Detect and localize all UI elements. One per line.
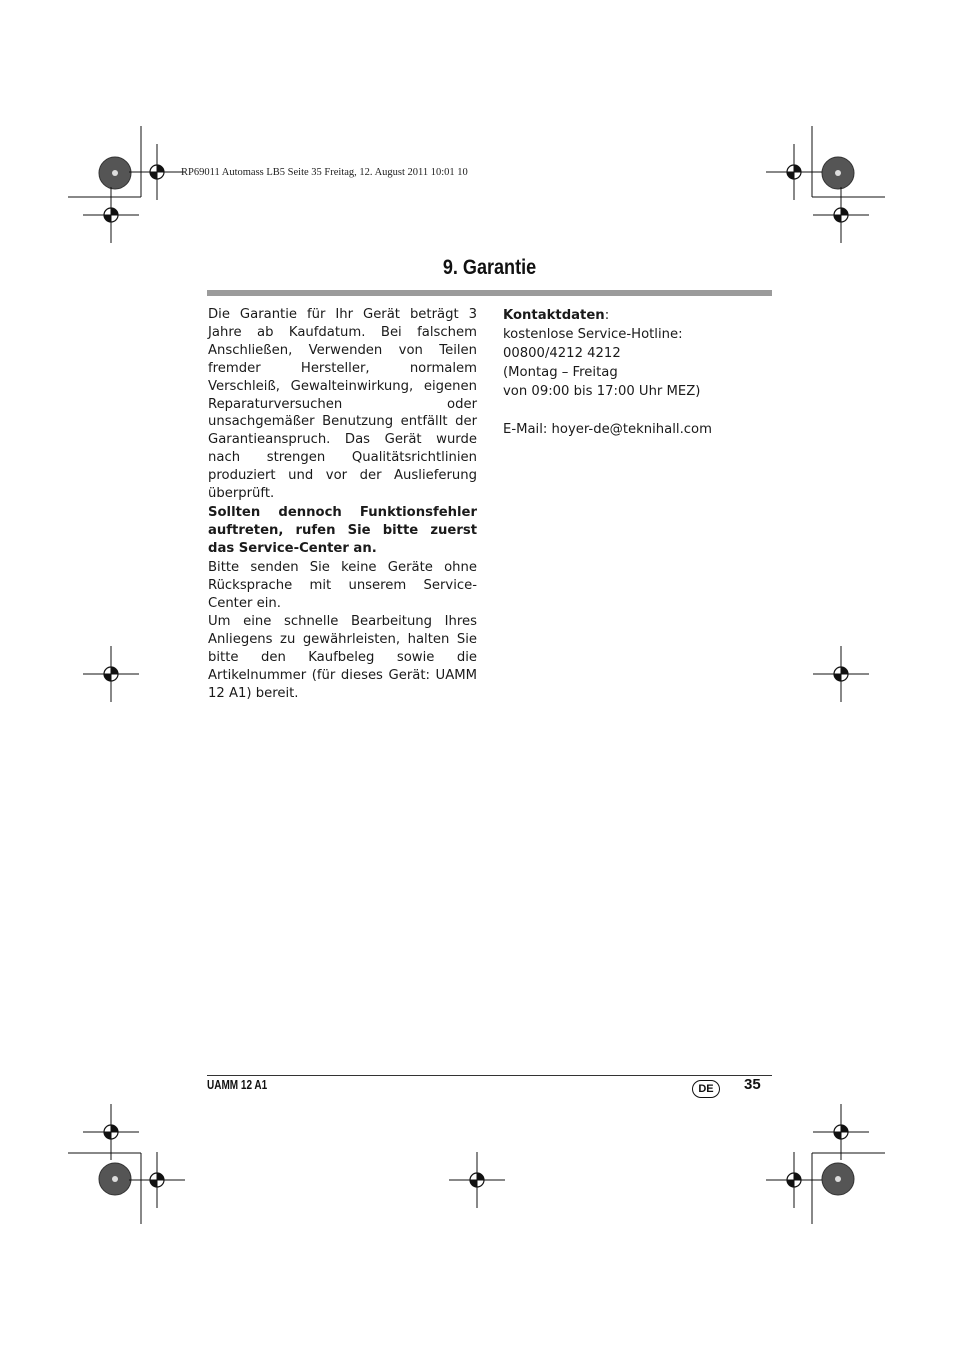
- contact-colon: :: [604, 308, 610, 323]
- contact-column: [503, 306, 773, 439]
- spacer: [503, 401, 773, 420]
- contact-heading: [503, 306, 773, 325]
- warranty-notice-bold: Sollten dennoch Funktionsfehler auftreten, rufen Sie bitte zuerst das Service-Center an.: [208, 504, 477, 556]
- warranty-paragraph: Bitte senden Sie keine Geräte ohne Rücksprache mit unserem Service-Center ein.: [208, 559, 477, 611]
- warranty-paragraph: Um eine schnelle Bearbeitung Ihres Anliegens zu gewährleisten, halten Sie bitte den Kaufbeleg sowie die Artikelnummer (für dieses Gerät: UAMM 12 A1) bereit.: [208, 614, 477, 702]
- footer-rule: [207, 1075, 772, 1076]
- contact-label: Kontaktdaten: [503, 308, 605, 323]
- color-bar-star-icon: [822, 1163, 854, 1195]
- print-info-header: RP69011 Automass LB5 Seite 35 Freitag, 12. August 2011 10:01 10: [181, 167, 468, 178]
- service-hours: von 09:00 bis 17:00 Uhr MEZ): [503, 384, 701, 399]
- title-rule: [207, 290, 772, 296]
- registration-mark-icon: [449, 1152, 505, 1208]
- registration-mark-icon: [129, 144, 185, 200]
- warranty-text-column: [208, 306, 477, 703]
- language-badge: DE: [692, 1080, 720, 1098]
- registration-mark-icon: [813, 187, 869, 243]
- hotline-number: 00800/4212 4212: [503, 346, 621, 361]
- color-bar-star-icon: [822, 157, 854, 189]
- registration-mark-icon: [83, 1104, 139, 1160]
- registration-mark-icon: [766, 1152, 822, 1208]
- email-address: E-Mail: hoyer-de@teknihall.com: [503, 422, 712, 437]
- registration-mark-icon: [83, 646, 139, 702]
- footer-model: UAMM 12 A1: [207, 1078, 268, 1092]
- color-bar-star-icon: [99, 1163, 131, 1195]
- registration-mark-icon: [813, 1104, 869, 1160]
- registration-mark-icon: [813, 646, 869, 702]
- registration-mark-icon: [129, 1152, 185, 1208]
- color-bar-star-icon: [99, 157, 131, 189]
- warranty-paragraph: Die Garantie für Ihr Gerät beträgt 3 Jahre ab Kaufdatum. Bei falschem Anschließen, Verwenden von Teilen fremder Hersteller, normalem Verschleiß, Gewalteinwirkung, eigenen Reparaturversuchen oder unsachgemäßer Benutzung entfällt der Garantieanspruch. Das Gerät wurde nach strengen Qualitätsrichtlinien produziert und vor der Auslieferung überprüft.: [208, 307, 477, 502]
- section-title: 9. Garantie: [442, 256, 537, 279]
- registration-mark-icon: [83, 187, 139, 243]
- hotline-label: kostenlose Service-Hotline:: [503, 327, 683, 342]
- registration-mark-icon: [766, 144, 822, 200]
- page-number: 35: [744, 1076, 761, 1093]
- service-hours: (Montag – Freitag: [503, 365, 618, 380]
